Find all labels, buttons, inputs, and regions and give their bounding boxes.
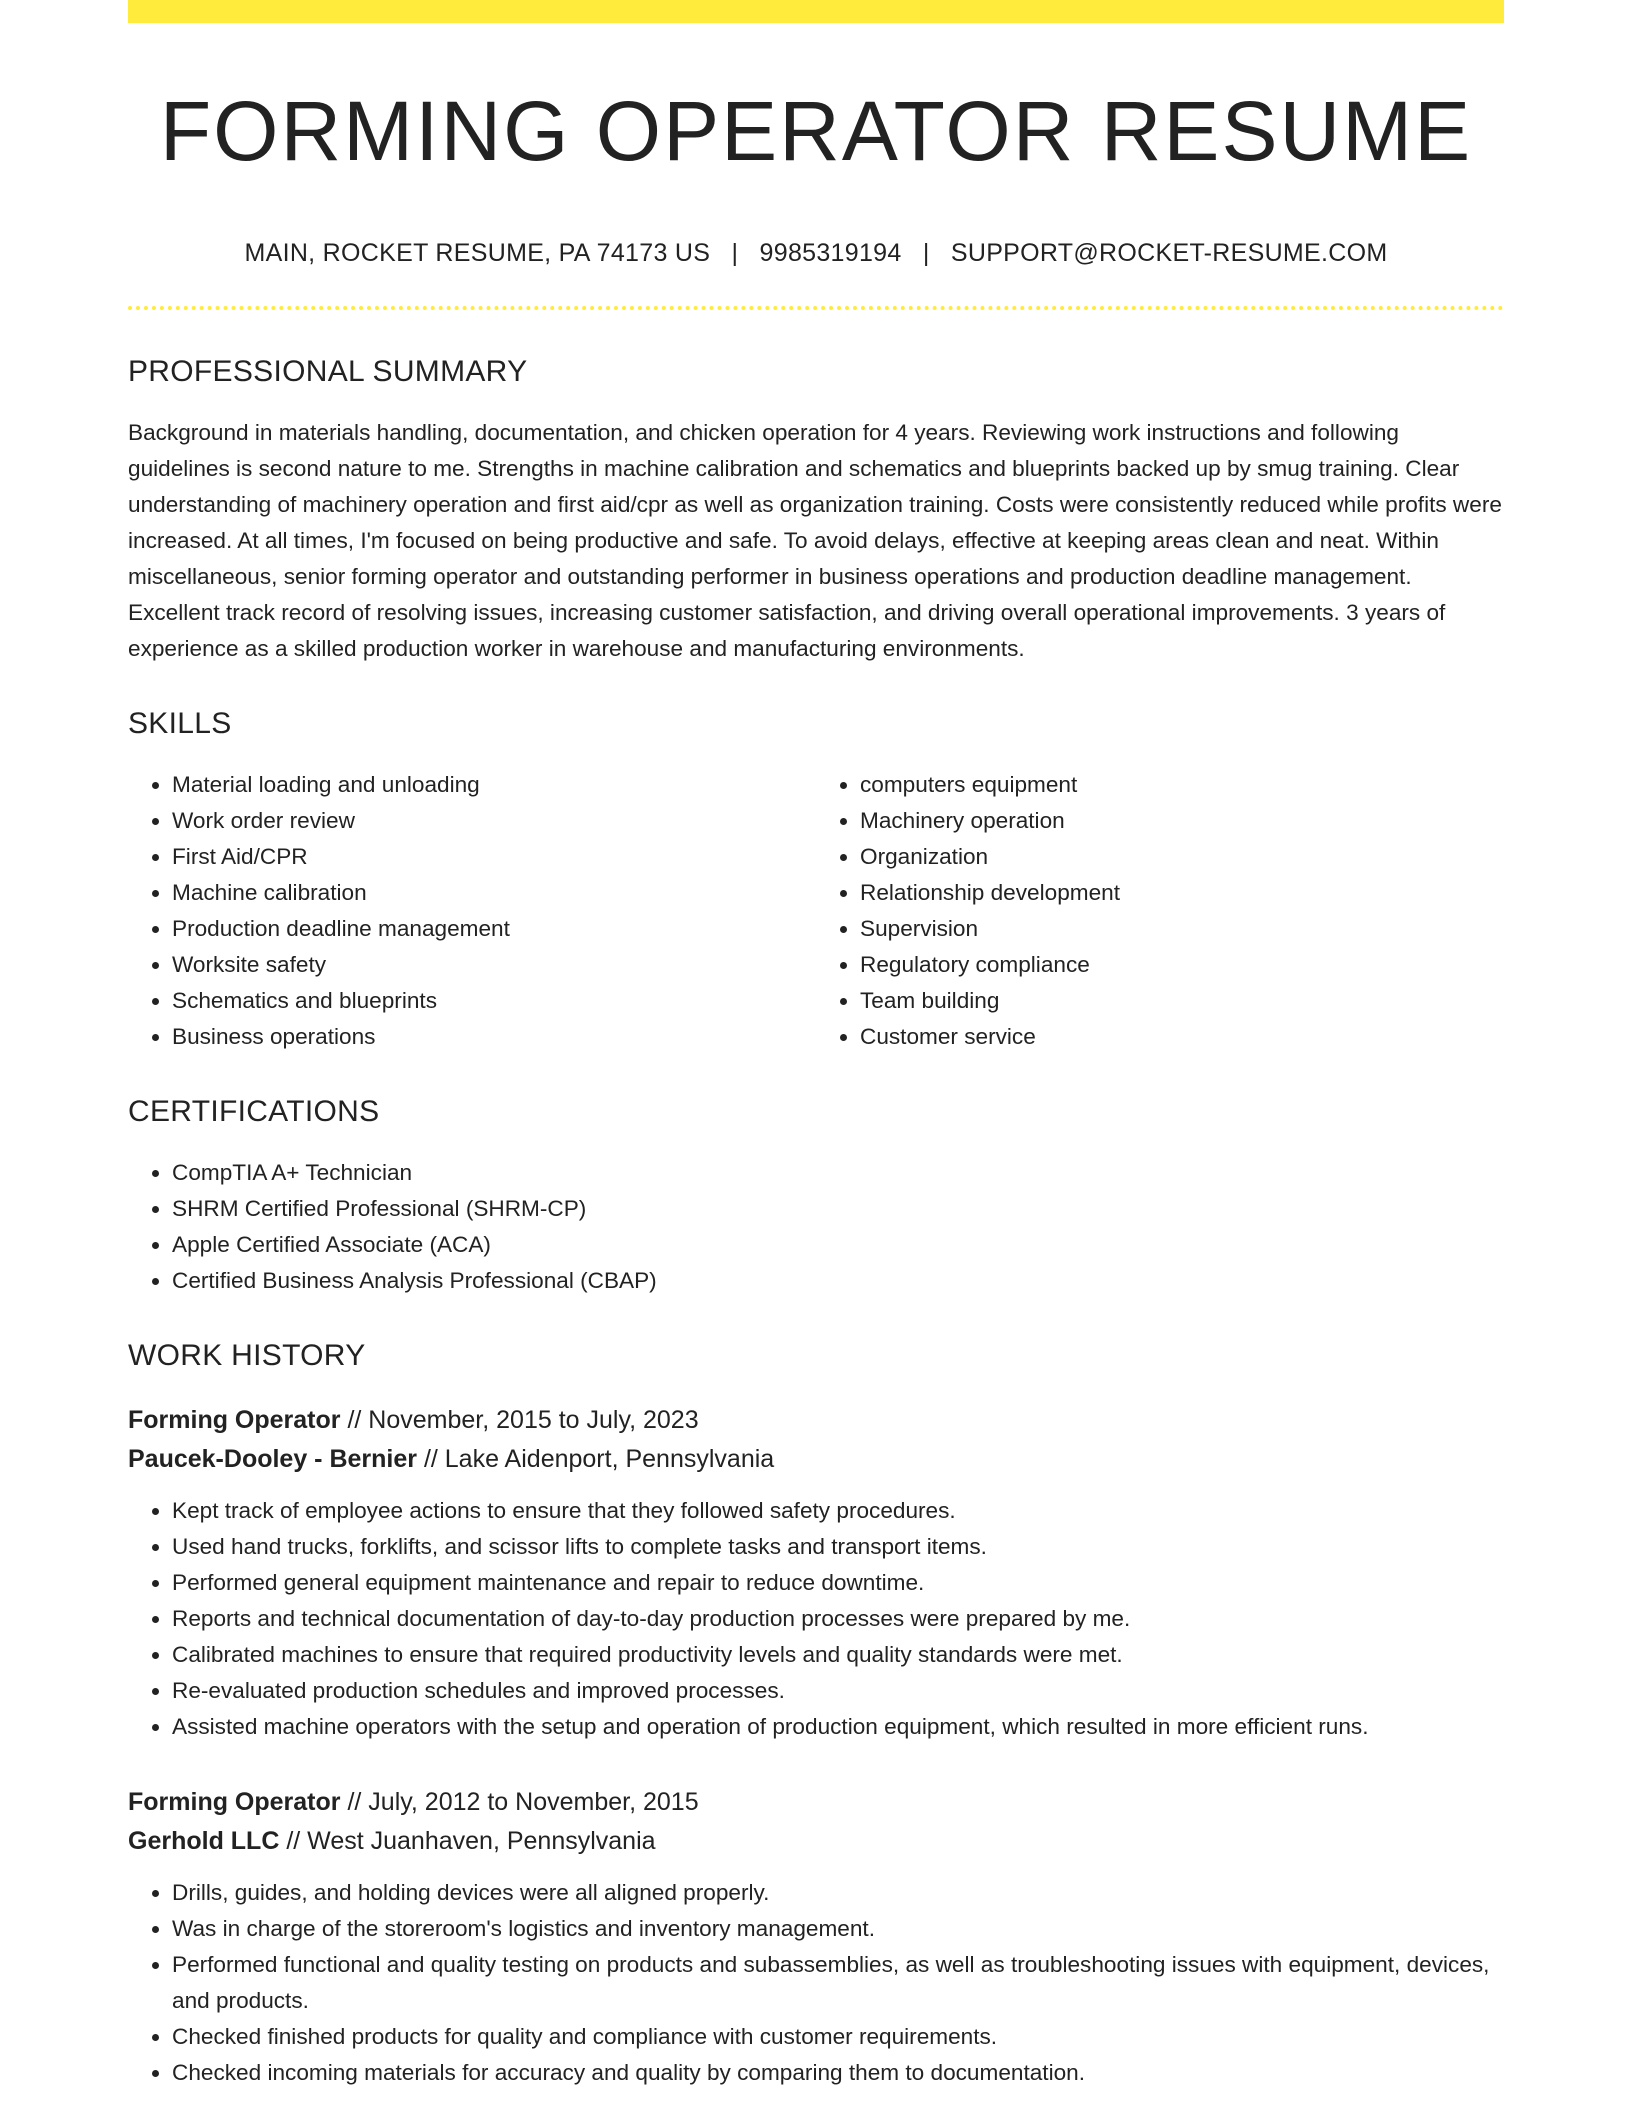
skills-column-right bbox=[816, 767, 1504, 1055]
skill-item: • Team building bbox=[860, 983, 1504, 1019]
job-location: // Lake Aidenport, Pennsylvania bbox=[417, 1445, 775, 1474]
job-title-line bbox=[128, 1783, 1504, 1822]
job-company-line bbox=[128, 1440, 1504, 1479]
job-title: Forming Operator bbox=[128, 1788, 341, 1817]
skill-item: • Machine calibration bbox=[172, 875, 816, 911]
certifications-heading: CERTIFICATIONS bbox=[128, 1095, 380, 1129]
job-duty: • Re-evaluated production schedules and improved processes. bbox=[172, 1673, 1504, 1709]
skill-item: • First Aid/CPR bbox=[172, 839, 816, 875]
job-duty: • Kept track of employee actions to ensure that they followed safety procedures. bbox=[172, 1493, 1504, 1529]
skill-item: • Worksite safety bbox=[172, 947, 816, 983]
address: MAIN, ROCKET RESUME, PA 74173 US bbox=[244, 239, 711, 268]
summary-text: Background in materials handling, documentation, and chicken operation for 4 years. Reviewing work instructions and following guidelines is second nature to me. Strengths in machine calibration and schematics and blueprints backed up by smug training. Clear understanding of machinery operation and first aid/cpr as well as organization training. Costs were consistently reduced while profits were increased. At all times, I'm focused on being productive and safe. To avoid delays, effective at keeping areas clean and neat. Within miscellaneous, senior forming operator and outstanding performer in business operations and production deadline management. Excellent track record of resolving issues, increasing customer satisfaction, and driving overall operational improvements. 3 years of experience as a skilled production worker in warehouse and manufacturing environments. bbox=[128, 420, 1502, 662]
certifications-list bbox=[128, 1155, 1504, 1299]
certification-item: • CompTIA A+ Technician bbox=[172, 1155, 1504, 1191]
resume-title: FORMING OPERATOR RESUME bbox=[159, 84, 1473, 178]
job-company: Paucek-Dooley - Bernier bbox=[128, 1445, 417, 1474]
job-dates: // November, 2015 to July, 2023 bbox=[340, 1406, 699, 1435]
job-duty: • Performed general equipment maintenance and repair to reduce downtime. bbox=[172, 1565, 1504, 1601]
skills-heading: SKILLS bbox=[128, 707, 232, 741]
dotted-divider bbox=[128, 306, 1504, 310]
skill-item: • Customer service bbox=[860, 1019, 1504, 1055]
job-title-line bbox=[128, 1401, 1504, 1440]
job-duty: • Drills, guides, and holding devices were all aligned properly. bbox=[172, 1875, 1504, 1911]
skills-column-left bbox=[128, 767, 816, 1055]
job-title: Forming Operator bbox=[128, 1406, 341, 1435]
top-accent-bar bbox=[128, 0, 1504, 23]
job-duty: • Checked finished products for quality and compliance with customer requirements. bbox=[172, 2019, 1504, 2055]
email: SUPPORT@ROCKET-RESUME.COM bbox=[950, 239, 1388, 268]
certification-item: • SHRM Certified Professional (SHRM-CP) bbox=[172, 1191, 1504, 1227]
resume-page bbox=[128, 0, 1504, 2091]
job-duty: • Calibrated machines to ensure that required productivity levels and quality standards were met. bbox=[172, 1637, 1504, 1673]
job-duty: • Reports and technical documentation of day-to-day production processes were prepared by me. bbox=[172, 1601, 1504, 1637]
job-duty: • Was in charge of the storeroom's logistics and inventory management. bbox=[172, 1911, 1504, 1947]
skill-item: • Regulatory compliance bbox=[860, 947, 1504, 983]
certification-item: • Apple Certified Associate (ACA) bbox=[172, 1227, 1504, 1263]
summary-heading: PROFESSIONAL SUMMARY bbox=[128, 355, 528, 389]
skill-item: • Organization bbox=[860, 839, 1504, 875]
job-location: // West Juanhaven, Pennsylvania bbox=[279, 1827, 656, 1856]
skill-item: • Schematics and blueprints bbox=[172, 983, 816, 1019]
skill-item: • Production deadline management bbox=[172, 911, 816, 947]
skills-list bbox=[128, 767, 1504, 1055]
skill-item: • Material loading and unloading bbox=[172, 767, 816, 803]
certification-item: • Certified Business Analysis Professional (CBAP) bbox=[172, 1263, 1504, 1299]
job-duties-list bbox=[128, 1493, 1504, 1745]
skill-item: • Machinery operation bbox=[860, 803, 1504, 839]
contact-line bbox=[128, 239, 1504, 268]
skill-item: • Business operations bbox=[172, 1019, 816, 1055]
phone: 9985319194 bbox=[759, 239, 902, 268]
job-entry bbox=[128, 1401, 1504, 1745]
job-entry bbox=[128, 1783, 1504, 2091]
separator: | bbox=[922, 239, 930, 268]
job-duty: • Used hand trucks, forklifts, and scissor lifts to complete tasks and transport items. bbox=[172, 1529, 1504, 1565]
job-duties-list bbox=[128, 1875, 1504, 2091]
separator: | bbox=[731, 239, 739, 268]
job-duty: • Assisted machine operators with the setup and operation of production equipment, which resulted in more efficient runs. bbox=[172, 1709, 1504, 1745]
skill-item: • computers equipment bbox=[860, 767, 1504, 803]
job-company: Gerhold LLC bbox=[128, 1827, 280, 1856]
skill-item: • Relationship development bbox=[860, 875, 1504, 911]
skill-item: • Supervision bbox=[860, 911, 1504, 947]
job-company-line bbox=[128, 1822, 1504, 1861]
job-dates: // July, 2012 to November, 2015 bbox=[340, 1788, 699, 1817]
work-history-heading: WORK HISTORY bbox=[128, 1339, 366, 1373]
job-duty: • Performed functional and quality testing on products and subassemblies, as well as troubleshooting issues with equipment, devices, and products. bbox=[172, 1947, 1504, 2019]
skill-item: • Work order review bbox=[172, 803, 816, 839]
job-duty: • Checked incoming materials for accuracy and quality by comparing them to documentation. bbox=[172, 2055, 1504, 2091]
